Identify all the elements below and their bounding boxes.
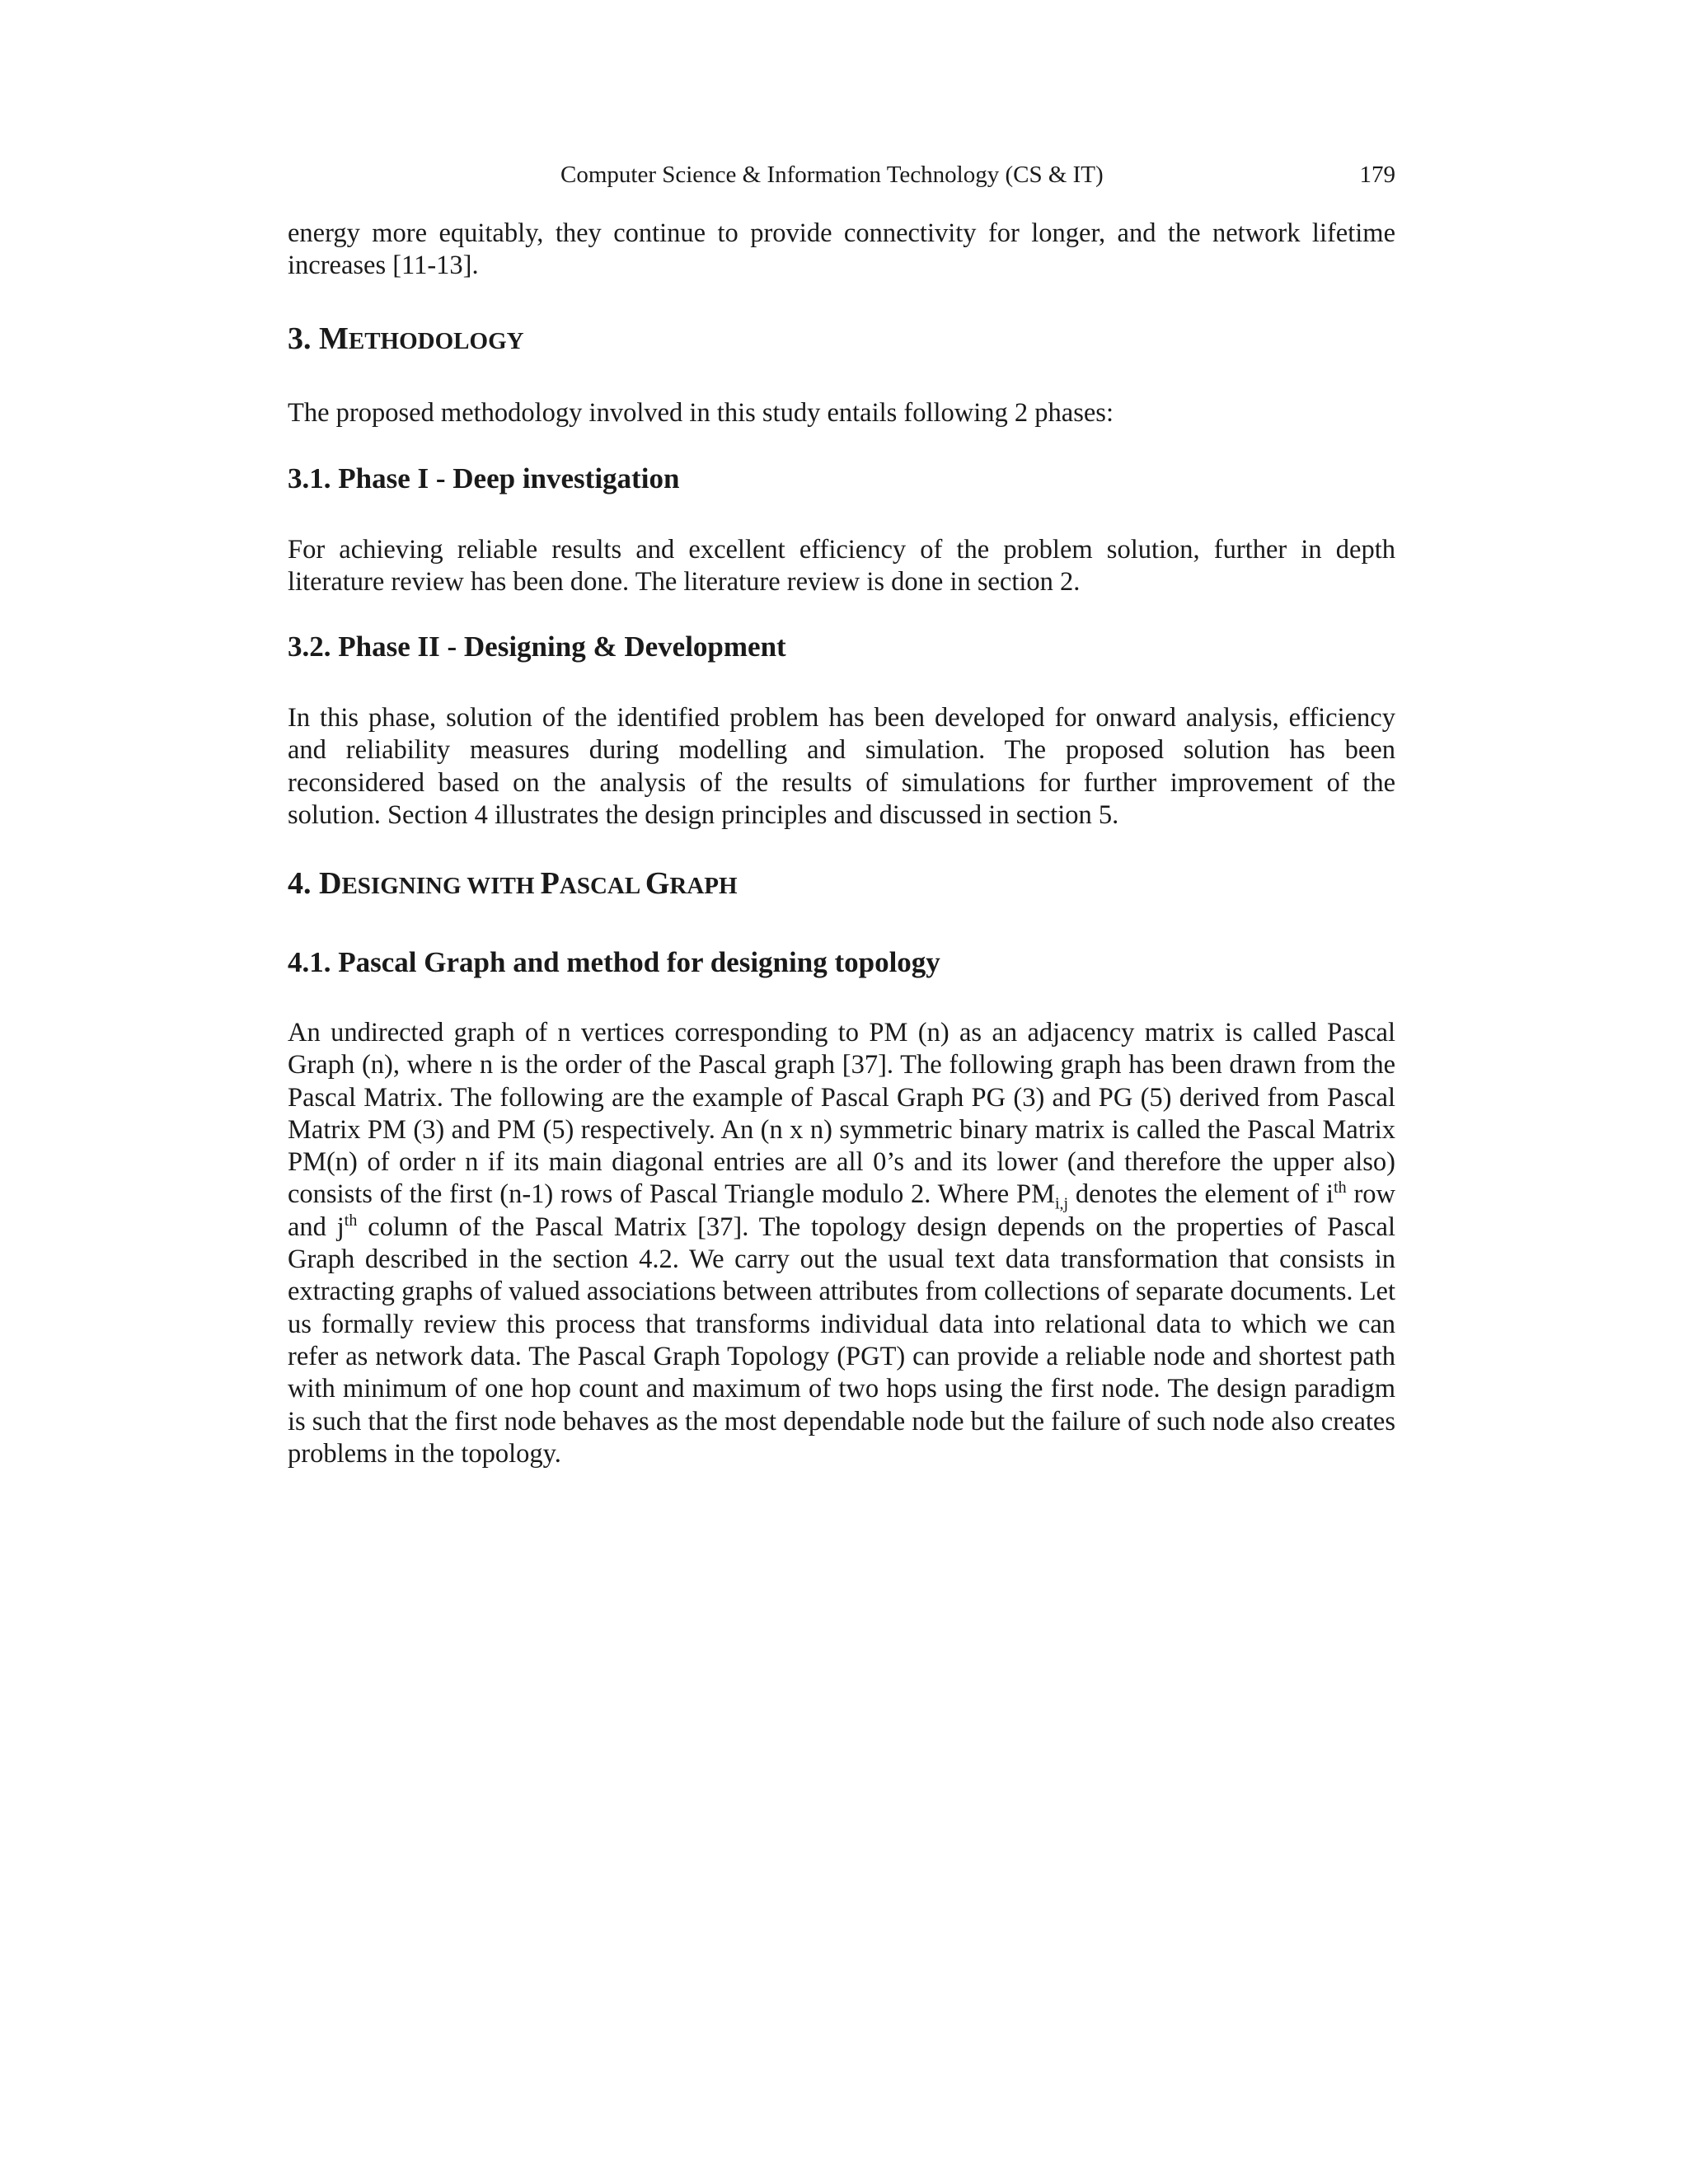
paragraph-part-3: row and j (288, 1179, 1395, 1242)
section-4-1-paragraph (288, 1017, 1395, 1470)
section-3-2-heading: 3.2. Phase II - Designing & Development (288, 630, 786, 663)
section-3-number: 3. (288, 321, 319, 356)
page-number: 179 (1359, 162, 1395, 188)
section-4-number: 4. (288, 866, 319, 901)
section-4-title-d: D (319, 866, 342, 901)
section-3-title-initial: M (319, 321, 349, 356)
section-3-title-rest: ETHODOLOGY (348, 328, 524, 354)
section-4-title-ascal: ASCAL (559, 873, 645, 899)
section-3-heading (288, 321, 524, 357)
section-3-2-paragraph: In this phase, solution of the identified problem has been developed for onward analysis, efficiency and reliability measures during modelling and simulation. The proposed solution has been reconsidered based on the analysis of the results of simulations for further improvement of the solution. Section 4 illustrates the design principles and discussed in section 5. (288, 703, 1395, 830)
paragraph-part-4: column of the Pascal Matrix [37]. The topology design depends on the properties of Pascal Graph described in the section 4.2. We carry out the usual text data transformation that consists in extracting graphs of valued associations between attributes from collections of separate documents. Let us formally review this process that transforms individual data into relational data to which we can refer as network data. The Pascal Graph Topology (PGT) can provide a reliable node and shortest path with minimum of one hop count and maximum of two hops using the first node. The design paradigm is such that the first node behaves as the most dependable node but the failure of such node also creates problems in the topology. (288, 1212, 1395, 1469)
superscript-th-column: th (344, 1211, 358, 1230)
section-3-1-heading: 3.1. Phase I - Deep investigation (288, 462, 680, 494)
section-3-paragraph: The proposed methodology involved in this study entails following 2 phases: (288, 398, 1114, 428)
paragraph-part-1: An undirected graph of n vertices corresponding to PM (n) as an adjacency matrix is called Pascal Graph (n), where n is the order of the Pascal graph [37]. The following graph has been drawn from the Pascal Matrix. The following are the example of Pascal Graph PG (3) and PG (5) derived from Pascal Matrix PM (3) and PM (5) respectively. An (n x n) symmetric binary matrix is called the Pascal Matrix PM(n) of order n if its main diagonal entries are all 0’s and its lower (and therefore the upper also) consists of the first (n-1) rows of Pascal Triangle modulo 2. Where PM (288, 1018, 1395, 1210)
section-4-title-g: G (645, 866, 670, 901)
section-4-title-esigning: ESIGNING WITH (341, 873, 541, 899)
pm-subscript: i,j (1054, 1194, 1069, 1213)
section-4-title-raph: RAPH (669, 873, 738, 899)
paragraph-part-2: denotes the element of i (1068, 1179, 1334, 1210)
section-4-title-p: P (540, 866, 560, 901)
running-header (288, 162, 1395, 194)
section-4-1-heading: 4.1. Pascal Graph and method for designing topology (288, 946, 940, 978)
superscript-th-row: th (1334, 1179, 1347, 1197)
journal-title: Computer Science & Information Technology (CS & IT) (560, 162, 1104, 188)
intro-paragraph: energy more equitably, they continue to provide connectivity for longer, and the network lifetime increases [11-13]. (288, 218, 1395, 281)
section-3-1-paragraph: For achieving reliable results and excellent efficiency of the problem solution, further in depth literature review has been done. The literature review is done in section 2. (288, 535, 1395, 598)
section-4-heading (288, 865, 738, 902)
